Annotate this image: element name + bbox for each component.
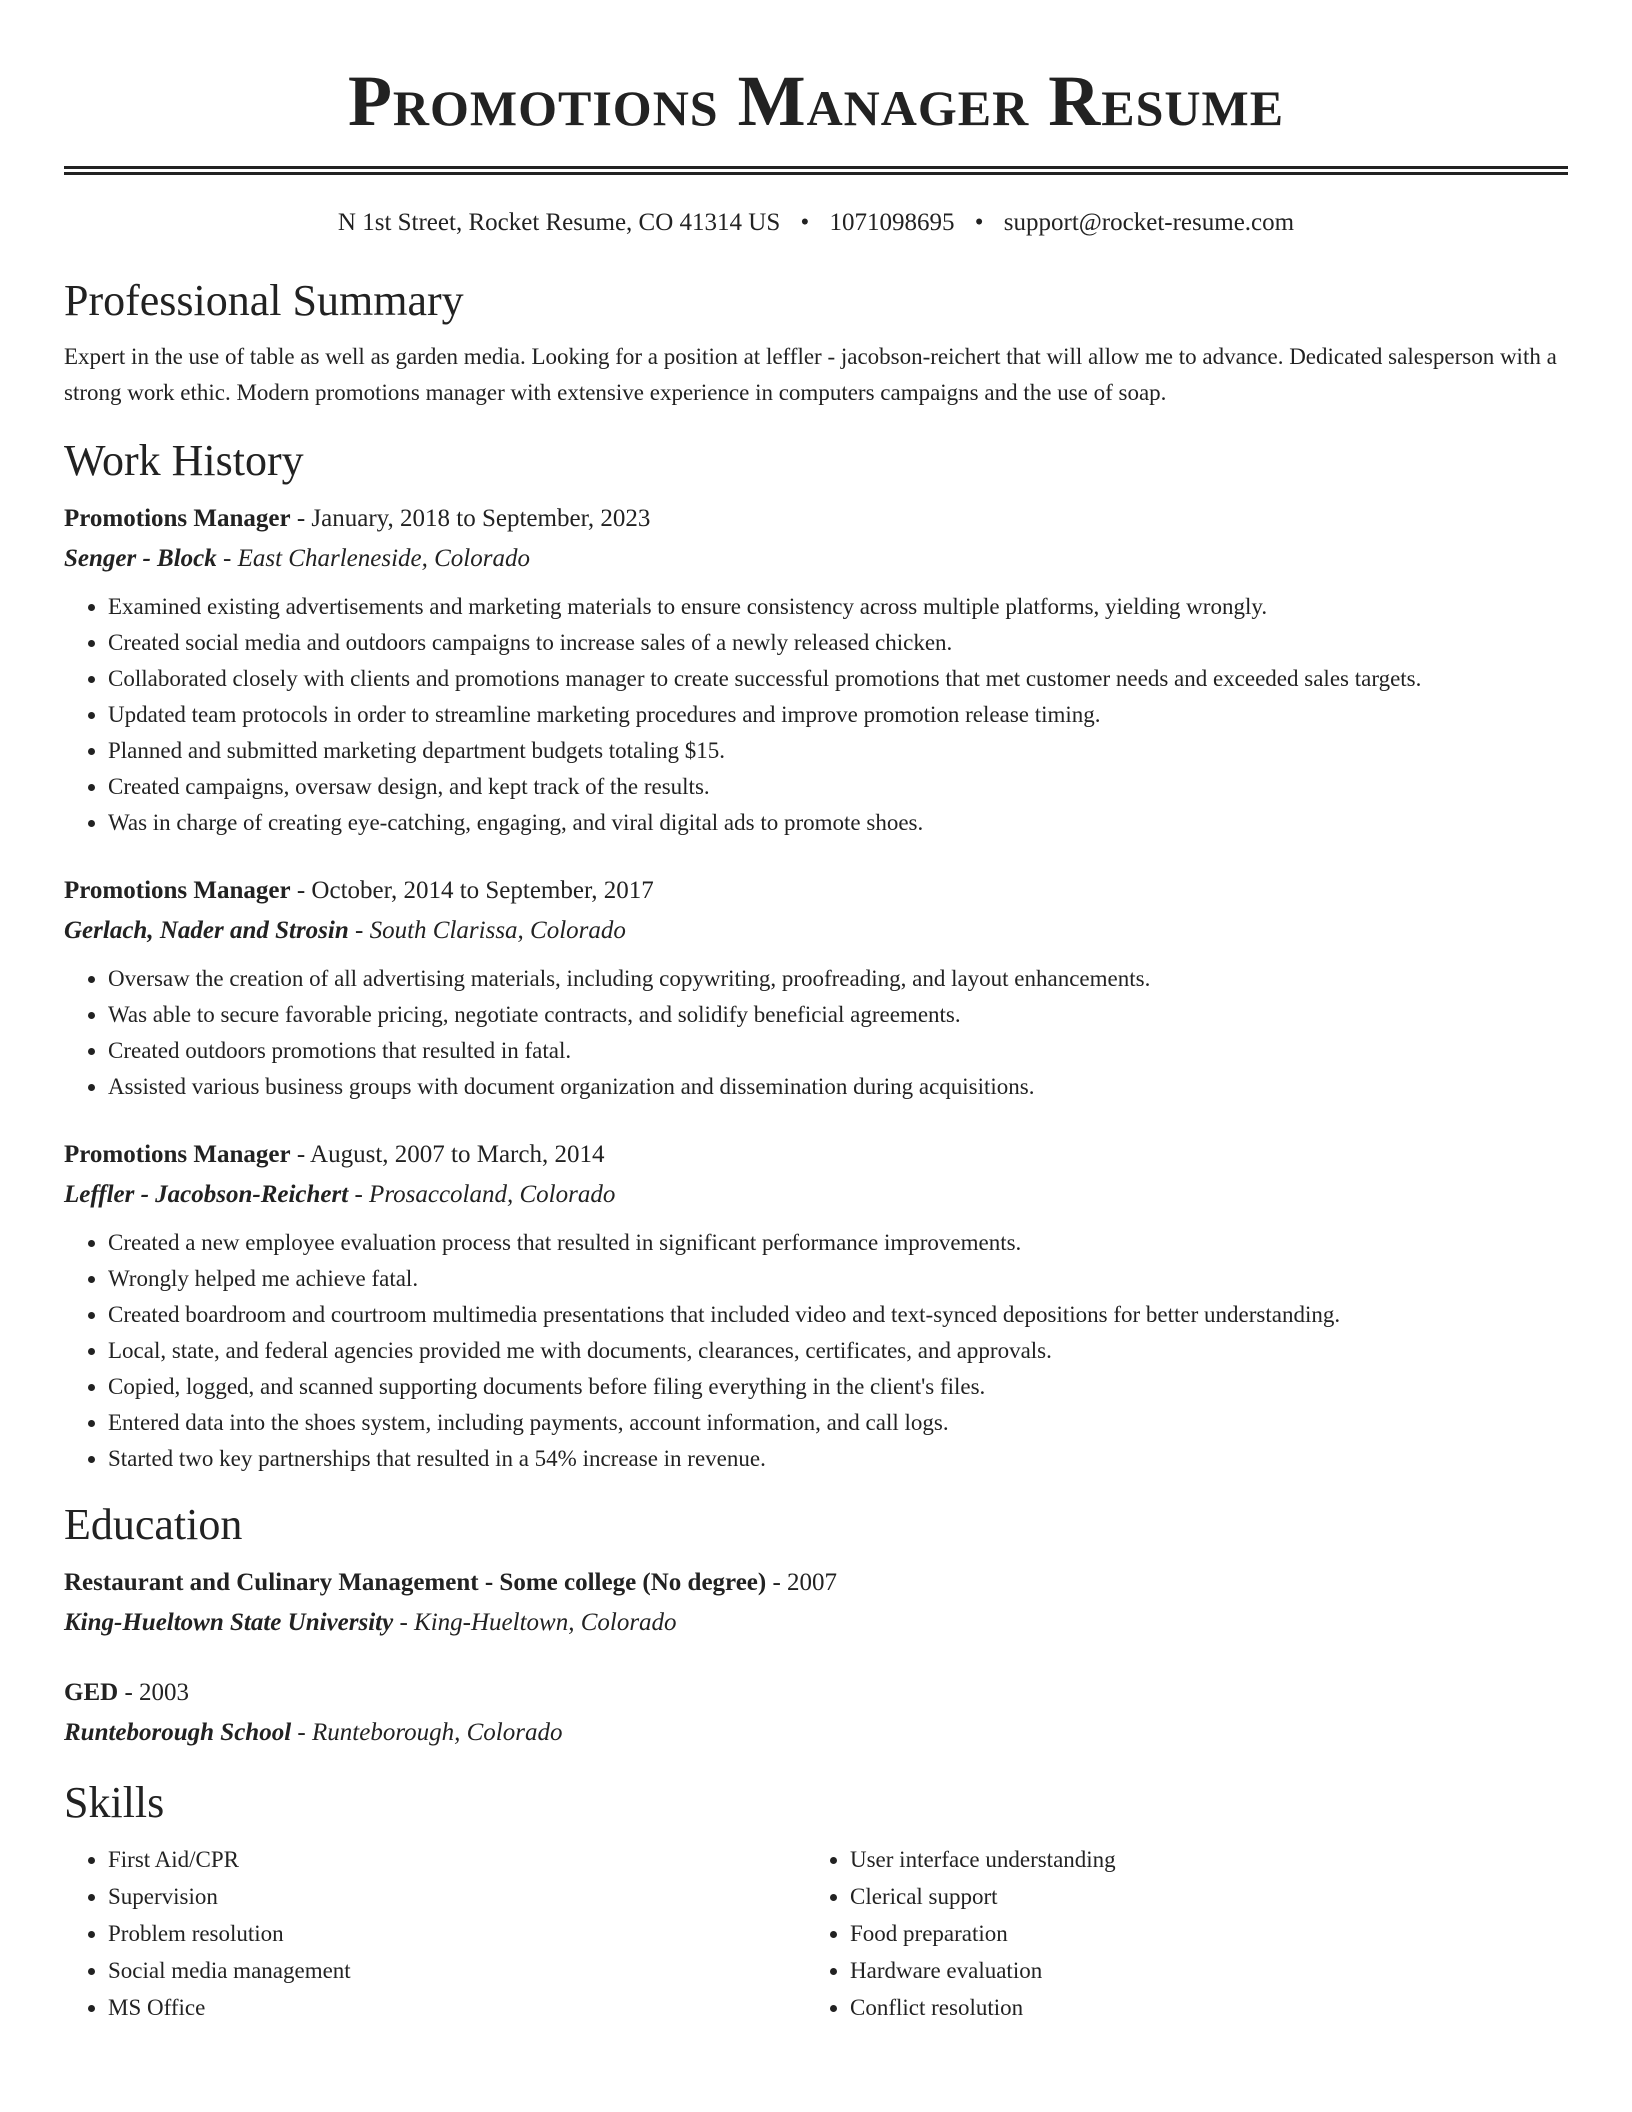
job-duty: • Entered data into the shoes system, including payments, account information, and call logs. xyxy=(108,1405,1568,1441)
resume-page xyxy=(64,0,1568,2026)
contact-address: N 1st Street, Rocket Resume, CO 41314 US xyxy=(337,209,781,236)
job-title: Promotions Manager xyxy=(64,877,291,904)
skill-item: • Problem resolution xyxy=(108,1915,806,1952)
degree: Restaurant and Culinary Management - Some college (No degree) xyxy=(64,1569,767,1596)
contact-separator: • xyxy=(800,209,810,236)
job-duty: • Was in charge of creating eye-catching, engaging, and viral digital ads to promote shoes. xyxy=(108,805,1568,841)
resume-title: Promotions Manager Resume xyxy=(347,61,1285,141)
work-history-heading: Work History xyxy=(64,436,304,485)
skills-list-left xyxy=(64,1841,806,2026)
job-duties-list xyxy=(64,1225,1568,1477)
job-duty: • Wrongly helped me achieve fatal. xyxy=(108,1261,1568,1297)
summary-section xyxy=(64,275,1568,411)
skills-columns xyxy=(64,1841,1568,2026)
job-duty: • Created outdoors promotions that resulted in fatal. xyxy=(108,1033,1568,1069)
school-line: Runteborough School - Runteborough, Colorado xyxy=(64,1719,563,1746)
job-duties-list xyxy=(64,589,1568,841)
school-location: King-Hueltown, Colorado xyxy=(414,1609,677,1636)
work-history-section xyxy=(64,435,1568,1477)
job-entry xyxy=(64,871,1568,1105)
school-name: King-Hueltown State University xyxy=(64,1609,394,1636)
job-duties-list xyxy=(64,961,1568,1105)
job-duty: • Local, state, and federal agencies provided me with documents, clearances, certificates, and approvals. xyxy=(108,1333,1568,1369)
skill-item: • Conflict resolution xyxy=(850,1989,1548,2026)
job-duty: • Planned and submitted marketing department budgets totaling $15. xyxy=(108,733,1568,769)
job-company-line: Gerlach, Nader and Strosin - South Clarissa, Colorado xyxy=(64,917,626,944)
job-duty: • Created campaigns, oversaw design, and kept track of the results. xyxy=(108,769,1568,805)
job-duty: • Copied, logged, and scanned supporting documents before filing everything in the client's files. xyxy=(108,1369,1568,1405)
contact-line xyxy=(64,207,1568,239)
skill-item: • Food preparation xyxy=(850,1915,1548,1952)
job-location: South Clarissa, Colorado xyxy=(369,917,626,944)
job-duty: • Started two key partnerships that resulted in a 54% increase in revenue. xyxy=(108,1441,1568,1477)
job-location: Prosaccoland, Colorado xyxy=(369,1181,616,1208)
job-duty: • Created a new employee evaluation process that resulted in significant performance improvements. xyxy=(108,1225,1568,1261)
school-location: Runteborough, Colorado xyxy=(312,1719,563,1746)
graduation-year: 2003 xyxy=(139,1679,190,1706)
skill-item: • First Aid/CPR xyxy=(108,1841,806,1878)
skills-heading: Skills xyxy=(64,1778,165,1827)
job-title: Promotions Manager xyxy=(64,505,291,532)
contact-separator: • xyxy=(974,209,984,236)
school-name: Runteborough School xyxy=(64,1719,292,1746)
job-duty: • Was able to secure favorable pricing, negotiate contracts, and solidify beneficial agreements. xyxy=(108,997,1568,1033)
job-title-line: Promotions Manager - January, 2018 to September, 2023 xyxy=(64,505,651,532)
job-location: East Charleneside, Colorado xyxy=(237,545,530,572)
title-divider xyxy=(64,166,1568,175)
summary-heading: Professional Summary xyxy=(64,276,464,325)
contact-email: support@rocket-resume.com xyxy=(1003,209,1295,236)
education-section xyxy=(64,1499,1568,1753)
education-entry xyxy=(64,1563,1568,1643)
job-duty: • Collaborated closely with clients and promotions manager to create successful promotions that met customer needs and exceeded sales targets. xyxy=(108,661,1568,697)
job-company: Gerlach, Nader and Strosin xyxy=(64,917,349,944)
skill-item: • Hardware evaluation xyxy=(850,1952,1548,1989)
job-company-line: Leffler - Jacobson-Reichert - Prosaccoland, Colorado xyxy=(64,1181,616,1208)
job-duty: • Updated team protocols in order to streamline marketing procedures and improve promotion release timing. xyxy=(108,697,1568,733)
contact-phone: 1071098695 xyxy=(829,209,955,236)
education-heading: Education xyxy=(64,1500,243,1549)
job-entry xyxy=(64,499,1568,841)
job-title-line: Promotions Manager - October, 2014 to September, 2017 xyxy=(64,877,654,904)
skills-section xyxy=(64,1777,1568,2026)
skill-item: • User interface understanding xyxy=(850,1841,1548,1878)
job-company: Leffler - Jacobson-Reichert xyxy=(64,1181,349,1208)
summary-text: Expert in the use of table as well as garden media. Looking for a position at leffler - jacobson-reichert that will allow me to advance. Dedicated salesperson with a strong work ethic. Modern promotions manager with extensive experience in computers campaigns and the use of soap. xyxy=(64,344,1557,405)
degree: GED xyxy=(64,1679,119,1706)
job-duty: • Created social media and outdoors campaigns to increase sales of a newly released chicken. xyxy=(108,625,1568,661)
job-dates: August, 2007 to March, 2014 xyxy=(310,1141,605,1168)
job-company-line: Senger - Block - East Charleneside, Colorado xyxy=(64,545,530,572)
job-duty: • Created boardroom and courtroom multimedia presentations that included video and text-synced depositions for better understanding. xyxy=(108,1297,1568,1333)
skill-item: • Social media management xyxy=(108,1952,806,1989)
skill-item: • Clerical support xyxy=(850,1878,1548,1915)
job-entry xyxy=(64,1135,1568,1477)
degree-line: Restaurant and Culinary Management - Some college (No degree) - 2007 xyxy=(64,1569,838,1596)
job-dates: January, 2018 to September, 2023 xyxy=(311,505,651,532)
skills-list-right xyxy=(806,1841,1548,2026)
job-company: Senger - Block xyxy=(64,545,217,572)
degree-line: GED - 2003 xyxy=(64,1679,190,1706)
skill-item: • MS Office xyxy=(108,1989,806,2026)
job-title: Promotions Manager xyxy=(64,1141,291,1168)
job-dates: October, 2014 to September, 2017 xyxy=(311,877,654,904)
school-line: King-Hueltown State University - King-Hueltown, Colorado xyxy=(64,1609,677,1636)
graduation-year: 2007 xyxy=(787,1569,838,1596)
job-duty: • Examined existing advertisements and marketing materials to ensure consistency across multiple platforms, yielding wrongly. xyxy=(108,589,1568,625)
skill-item: • Supervision xyxy=(108,1878,806,1915)
job-duty: • Assisted various business groups with document organization and dissemination during acquisitions. xyxy=(108,1069,1568,1105)
job-title-line: Promotions Manager - August, 2007 to March, 2014 xyxy=(64,1141,605,1168)
job-duty: • Oversaw the creation of all advertising materials, including copywriting, proofreading, and layout enhancements. xyxy=(108,961,1568,997)
education-entry xyxy=(64,1673,1568,1753)
